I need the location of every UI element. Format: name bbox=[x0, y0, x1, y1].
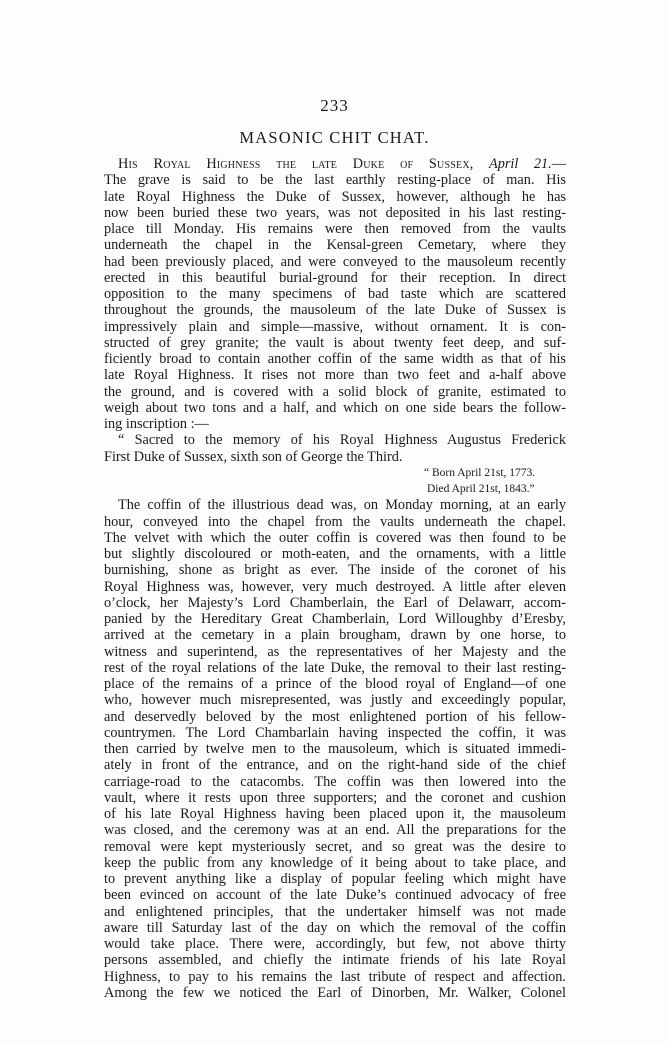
text-line bbox=[104, 367, 566, 383]
text-line bbox=[104, 627, 566, 643]
text-run: to prevent anything like a display of popular feeling which might have bbox=[104, 871, 566, 887]
text-line bbox=[104, 449, 566, 465]
text-run: ing inscription :— bbox=[104, 416, 209, 432]
text-line bbox=[104, 530, 566, 546]
text-line bbox=[104, 676, 566, 692]
text-line bbox=[104, 790, 566, 806]
text-line bbox=[104, 270, 566, 286]
text-run: and deservedly beloved by the most enlightened portion of his fellow- bbox=[104, 708, 566, 725]
text-run: His Royal Highness the late Duke of Sussex, bbox=[118, 156, 474, 172]
text-run: Died April 21st, 1843.” bbox=[427, 483, 535, 495]
text-run: o’clock, her Majesty’s Lord Chamberlain, the Earl of Delawarr, accom- bbox=[104, 594, 566, 611]
text-run: the ground, and is covered with a solid block of granite, estimated to bbox=[104, 383, 566, 400]
text-run: place of the remains of a prince of the blood royal of England—of one bbox=[104, 676, 566, 692]
text-run: rest of the royal relations of the late Duke, the removal to their last resting- bbox=[104, 659, 566, 676]
text-run: structed of grey granite; the vault is about twenty feet deep, and suf- bbox=[104, 334, 566, 351]
text-run: erected in this beautiful burial-ground for their reception. In direct bbox=[104, 269, 566, 286]
text-line bbox=[104, 302, 566, 318]
text-run: Royal Highness was, however, very much destroyed. A little after eleven bbox=[104, 578, 566, 595]
text-line bbox=[104, 839, 566, 855]
text-line bbox=[104, 579, 566, 595]
text-line bbox=[104, 205, 566, 221]
text-line bbox=[104, 644, 566, 660]
text-run: April 21. bbox=[488, 156, 552, 172]
page-number: 233 bbox=[320, 96, 349, 115]
text-run: removal were kept mysteriously secret, and so great was the desire to bbox=[104, 838, 566, 855]
text-line bbox=[104, 920, 566, 936]
text-run: of his late Royal Highness having been placed upon it, the mausoleum bbox=[104, 806, 566, 822]
text-run: was closed, and the ceremony was at an end. All the preparations for the bbox=[104, 822, 566, 839]
text-line bbox=[104, 904, 566, 920]
text-line bbox=[104, 384, 566, 400]
text-run: hour, conveyed into the chapel from the vaults underneath the chapel. bbox=[104, 513, 566, 530]
text-line bbox=[104, 254, 566, 270]
text-run: panied by the Hereditary Great Chamberlain, Lord Willoughby d’Eresby, bbox=[104, 611, 566, 627]
text-line bbox=[104, 725, 566, 741]
text-line bbox=[104, 189, 566, 205]
text-run: but slightly discoloured or moth-eaten, and the ornaments, with a little bbox=[104, 546, 566, 562]
text-line bbox=[104, 562, 566, 578]
text-run: would take place. There were, accordingly, but few, not above thirty bbox=[104, 936, 566, 952]
text-run: “ Sacred to the memory of his Royal Highness Augustus Frederick bbox=[118, 432, 566, 449]
text-run: Highness, to pay to his remains the last tribute of respect and affection. bbox=[104, 968, 566, 985]
text-line bbox=[104, 709, 566, 725]
text-run: First Duke of Sussex, sixth son of George the Third. bbox=[104, 448, 403, 465]
text-run: Among the few we noticed the Earl of Dinorben, Mr. Walker, Colonel bbox=[104, 984, 566, 1001]
text-line bbox=[104, 660, 566, 676]
text-line bbox=[104, 757, 566, 773]
text-run: vault, where it rests upon three supporters; and the coronet and cushion bbox=[104, 789, 566, 806]
text-line bbox=[104, 822, 566, 838]
text-line bbox=[104, 286, 566, 302]
text-run: persons assembled, and chiefly the intimate friends of his late Royal bbox=[104, 952, 566, 969]
text-line bbox=[104, 741, 566, 757]
text-line bbox=[104, 595, 566, 611]
text-line bbox=[104, 774, 566, 790]
text-line bbox=[104, 692, 566, 708]
text-line bbox=[104, 514, 566, 530]
section-heading: MASONIC CHIT CHAT. bbox=[239, 128, 430, 147]
text-line bbox=[104, 237, 566, 253]
text-line bbox=[104, 806, 566, 822]
text-run: then carried by twelve men to the mausoleum, which is situated immedi- bbox=[104, 741, 566, 757]
text-run: late Royal Highness the Duke of Sussex, however, although he has bbox=[104, 188, 566, 205]
text-run: arrived at the cemetary in a plain brougham, drawn by one horse, to bbox=[104, 627, 566, 644]
text-run: The velvet with which the outer coffin is covered was then found to be bbox=[104, 529, 566, 546]
text-run: who, however much misrepresented, was justly and exceedingly popular, bbox=[104, 692, 566, 709]
text-line bbox=[104, 546, 566, 562]
text-line bbox=[104, 887, 566, 903]
text-run: keep the public from any knowledge of it being about to take place, and bbox=[104, 854, 566, 871]
text-run: aware till Saturday last of the day on which the removal of the coffin bbox=[104, 919, 566, 936]
text-line bbox=[104, 871, 566, 887]
text-run: carriage-road to the catacombs. The coffin was then lowered into the bbox=[104, 773, 566, 790]
text-line bbox=[104, 319, 566, 335]
text-line bbox=[104, 156, 566, 172]
text-run: — bbox=[551, 156, 566, 172]
text-run: weigh about two tons and a half, and which on one side bears the follow- bbox=[104, 399, 566, 416]
text-line bbox=[104, 335, 566, 351]
text-line bbox=[104, 221, 566, 237]
text-run: “ Born April 21st, 1773. bbox=[424, 466, 536, 479]
text-run: burnishing, shone as bright as ever. The inside of the coronet of his bbox=[104, 562, 566, 579]
text-run: opposition to the many specimens of bad taste which are scattered bbox=[104, 286, 566, 302]
text-run: ficiently broad to contain another coffin of the same width as that of his bbox=[104, 351, 566, 367]
text-run: The grave is said to be the last earthly resting-place of man. His bbox=[104, 172, 566, 189]
text-line bbox=[104, 611, 566, 627]
text-run: underneath the chapel in the Kensal-green Cemetary, where they bbox=[104, 237, 566, 254]
text-line bbox=[104, 497, 566, 513]
text-line bbox=[104, 952, 566, 968]
text-run: impressively plain and simple—massive, without ornament. It is con- bbox=[104, 318, 566, 335]
text-line bbox=[104, 855, 566, 871]
text-run: ately in front of the entrance, and on the right-hand side of the chief bbox=[104, 757, 566, 774]
text-run: The coffin of the illustrious dead was, on Monday morning, at an early bbox=[118, 497, 566, 514]
text-run: place till Monday. His remains were then removed from the vaults bbox=[104, 221, 566, 237]
article-body bbox=[104, 156, 566, 1001]
text-line bbox=[104, 351, 566, 367]
text-run: late Royal Highness. It rises not more than two feet and a-half above bbox=[104, 367, 566, 384]
text-run: countrymen. The Lord Chambarlain having inspected the coffin, it was bbox=[104, 724, 566, 741]
text-line bbox=[104, 400, 566, 416]
text-run bbox=[474, 156, 489, 172]
text-line bbox=[104, 416, 566, 432]
text-line bbox=[104, 481, 566, 497]
text-line bbox=[104, 936, 566, 952]
text-line bbox=[104, 969, 566, 985]
text-line bbox=[104, 432, 566, 448]
text-run: now been buried these two years, was not deposited in his last resting- bbox=[104, 204, 566, 221]
text-run: witness and superintend, as the representatives of her Majesty and the bbox=[104, 643, 566, 660]
text-line bbox=[104, 985, 566, 1001]
text-run: been evinced on account of the late Duke’s continued advocacy of free bbox=[104, 887, 566, 904]
text-run: had been previously placed, and were conveyed to the mausoleum recently bbox=[104, 253, 566, 270]
text-run: and enlightened principles, that the undertaker himself was not made bbox=[104, 903, 566, 920]
text-run: throughout the grounds, the mausoleum of the late Duke of Sussex is bbox=[104, 302, 566, 319]
text-line bbox=[104, 172, 566, 188]
text-line bbox=[104, 465, 566, 481]
